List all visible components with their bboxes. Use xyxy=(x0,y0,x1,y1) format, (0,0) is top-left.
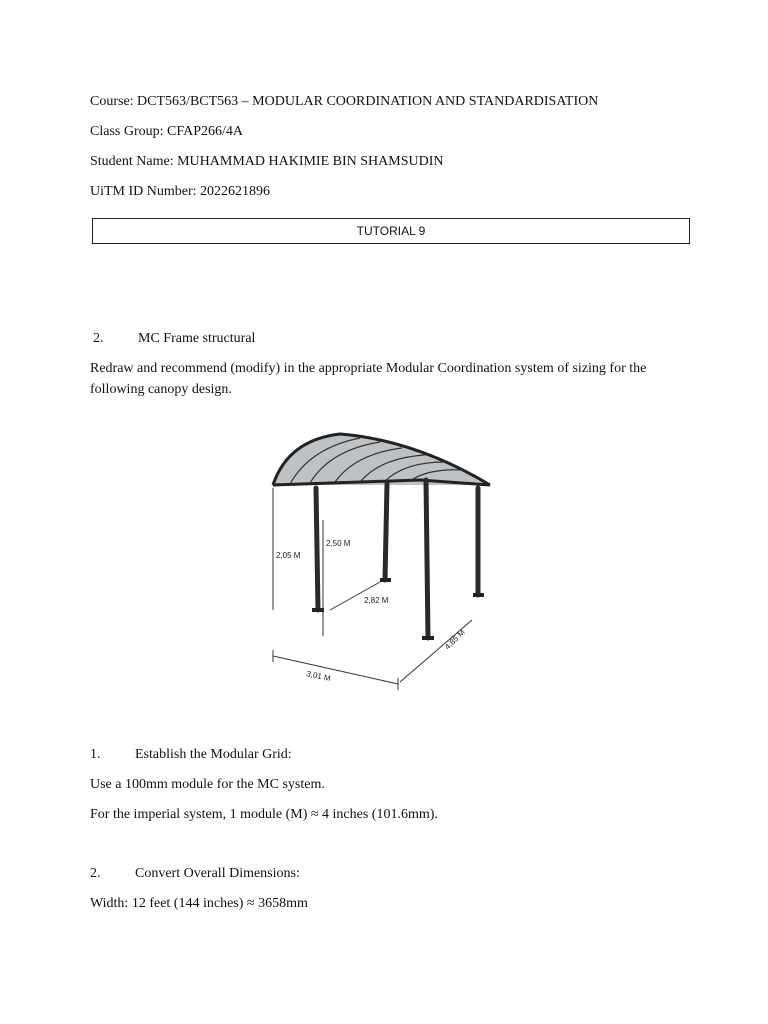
step-1-line-2: For the imperial system, 1 module (M) ≈ 4 inches (101.6mm). xyxy=(90,807,438,822)
step-1-line-1: Use a 100mm module for the MC system. xyxy=(90,777,325,792)
tutorial-title-box xyxy=(92,218,690,244)
canopy-posts xyxy=(316,480,478,638)
dim-width: 3,01 M xyxy=(305,669,332,684)
step-1-number: 1. xyxy=(90,747,101,762)
step-2-number: 2. xyxy=(90,866,101,881)
section-title: MC Frame structural xyxy=(138,331,256,346)
section-number: 2. xyxy=(93,331,104,346)
step-2-line-1: Width: 12 feet (144 inches) ≈ 3658mm xyxy=(90,896,308,911)
dimension-lines xyxy=(273,488,472,690)
student-name-line: Student Name: MUHAMMAD HAKIMIE BIN SHAMSUDIN xyxy=(90,154,444,169)
step-1-title: Establish the Modular Grid: xyxy=(135,747,292,762)
course-line: Course: DCT563/BCT563 – MODULAR COORDINATION AND STANDARDISATION xyxy=(90,94,599,109)
canopy-figure xyxy=(240,410,560,700)
step-2-title: Convert Overall Dimensions: xyxy=(135,866,300,881)
dim-depth-inner: 2,82 M xyxy=(364,596,389,605)
dim-height-back: 2,50 M xyxy=(326,539,351,548)
step-2-heading xyxy=(90,864,300,884)
dim-height-front: 2,05 M xyxy=(276,551,301,560)
instruction-paragraph: Redraw and recommend (modify) in the appropriate Modular Coordination system of sizing for the following canopy design. xyxy=(90,361,647,397)
class-group-line: Class Group: CFAP266/4A xyxy=(90,124,243,139)
step-1-heading xyxy=(90,745,292,765)
uitm-id-line: UiTM ID Number: 2022621896 xyxy=(90,184,271,199)
section-heading xyxy=(93,329,255,349)
tutorial-title: TUTORIAL 9 xyxy=(356,224,426,238)
dim-length: 4,85 M xyxy=(443,627,467,652)
